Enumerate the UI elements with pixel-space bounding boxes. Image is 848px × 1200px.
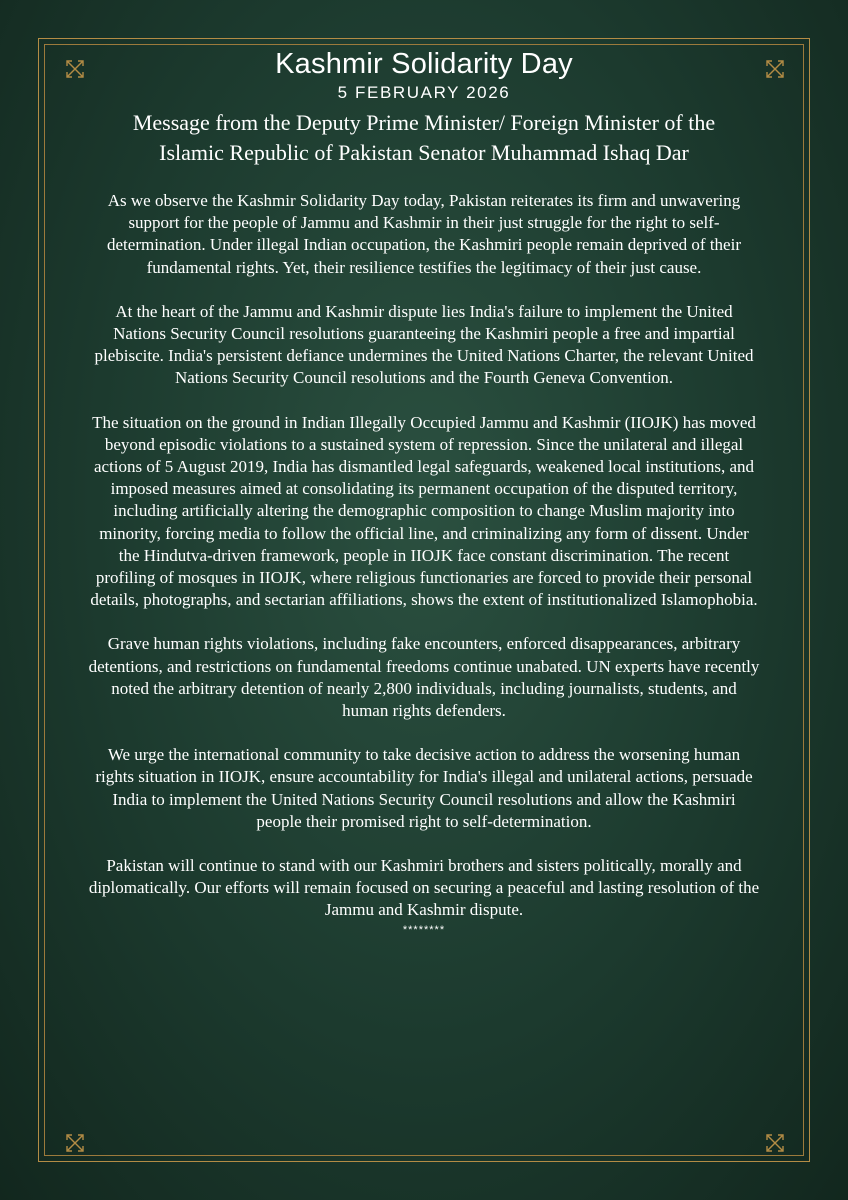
event-date: 5 FEBRUARY 2026 xyxy=(337,83,511,102)
subtitle-line-1: Message from the Deputy Prime Minister/ Foreign Minister of the xyxy=(132,110,716,135)
page-title: Kashmir Solidarity Day xyxy=(275,48,573,80)
paragraph-6: Pakistan will continue to stand with our Kashmiri brothers and sisters politically, morally and diplomatically. Our efforts will remain focused on securing a peaceful and lasting resolution of the Jammu and Kashmir dispute. xyxy=(88,856,760,920)
paragraph-4: Grave human rights violations, including fake encounters, enforced disappearances, arbitrary detentions, and restrictions on fundamental freedoms continue unabated. UN experts have recently noted the arbitrary detention of nearly 2,800 individuals, including journalists, students, and human rights defenders. xyxy=(88,634,760,721)
paragraph-3: The situation on the ground in Indian Illegally Occupied Jammu and Kashmir (IIOJK) has moved beyond episodic violations to a sustained system of repression. Since the unilateral and illegal actions of 5 August 2019, India has dismantled legal safeguards, weakened local institutions, and imposed measures aimed at consolidating its permanent occupation of the disputed territory, including artificially altering the demographic composition to change Muslim majority into minority, forcing media to follow the official line, and criminalizing any form of dissent. Under the Hindutva-driven framework, people in IIOJK face constant discrimination. The recent profiling of mosques in IIOJK, where religious functionaries are forced to provide their personal details, photographs, and sectarian affiliations, shows the extent of institutionalized Islamophobia. xyxy=(90,412,758,610)
corner-ornament-icon xyxy=(64,1132,86,1154)
end-mark: ******** xyxy=(402,923,446,936)
paragraph-5: We urge the international community to take decisive action to address the worsening human rights situation in IIOJK, ensure accountability for India's illegal and unilateral actions, persuade India to implement the United Nations Security Council resolutions and allow the Kashmiri people their promised right to self-determination. xyxy=(95,745,753,831)
paragraph-2: At the heart of the Jammu and Kashmir dispute lies India's failure to implement the United Nations Security Council resolutions guaranteeing the Kashmiri people a free and impartial plebiscite. India's persistent defiance undermines the United Nations Charter, the relevant United Nations Security Council resolutions and the Fourth Geneva Convention. xyxy=(94,301,754,388)
corner-ornament-icon xyxy=(764,1132,786,1154)
message-subtitle xyxy=(70,108,778,168)
message-content xyxy=(70,46,778,936)
subtitle-line-2: Islamic Republic of Pakistan Senator Muhammad Ishaq Dar xyxy=(159,140,689,165)
paragraph-1: As we observe the Kashmir Solidarity Day today, Pakistan reiterates its firm and unwavering support for the people of Jammu and Kashmir in their just struggle for the right to self-determination. Under illegal Indian occupation, the Kashmiri people remain deprived of their fundamental rights. Yet, their resilience testifies the legitimacy of their just cause. xyxy=(107,191,741,277)
